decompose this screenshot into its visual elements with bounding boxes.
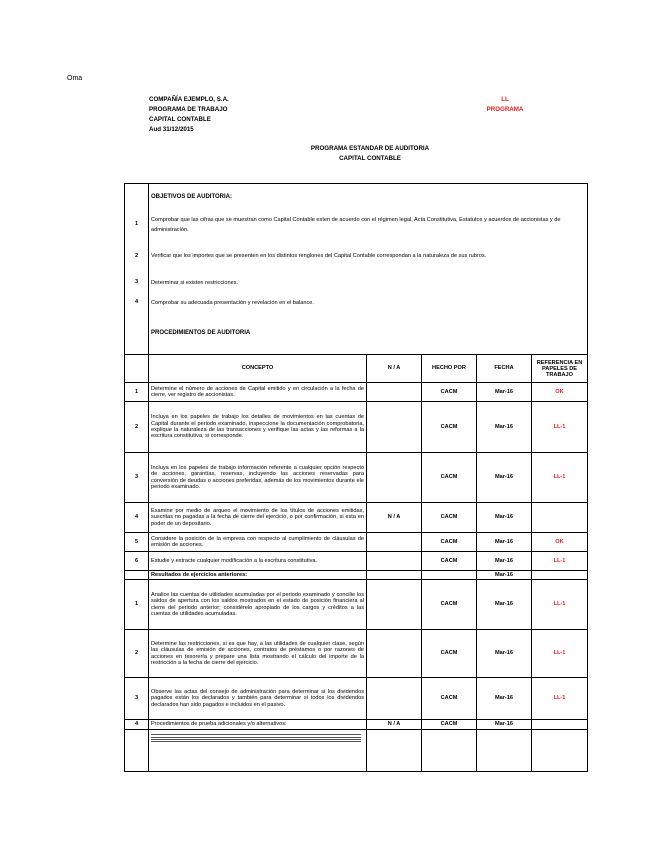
table-row [125, 383, 588, 402]
row-done-by: CACM [422, 580, 477, 630]
row-na: N / A [367, 503, 422, 533]
row-na [367, 533, 422, 552]
row-date: Mar-16 [477, 720, 532, 730]
objective-number: 1 [125, 210, 149, 240]
row-concept: Incluya en los papeles de trabajo los detalles de movimientos en las cuentas de Capital durante el periodo examinado, inspeccione la documentación comprobatoria, explique la naturaleza de las transacciones y verifique las actas y las reformas a la escritura constitutiva, si corresponde. [149, 402, 367, 453]
document-header [149, 95, 229, 135]
row-date: Mar-16 [477, 630, 532, 678]
col-na: N / A [367, 355, 422, 383]
col-concept: CONCEPTO [149, 355, 367, 383]
blank-lines [149, 730, 367, 772]
procedures-heading: PROCEDIMIENTOS DE AUDITORIA [149, 313, 588, 355]
row-concept: Determine el número de acciones de Capital emitido y en circulación a la fecha de cierre, ver registro de accionistas. [149, 383, 367, 402]
row-na [367, 453, 422, 503]
row-number: 1 [125, 383, 149, 402]
objective-text: Determinar si existen restricciones. [149, 273, 588, 293]
row-number: 4 [125, 720, 149, 730]
prior-results-heading-row [125, 571, 588, 580]
row-concept: Observe las actas del consejo de administración para determinar si los dividendos pagados están los declarados y también para determinar si todos los dividendos declarados han sido pagados e incluidos en el pasivo. [149, 678, 367, 720]
row-number: 2 [125, 630, 149, 678]
corner-label: Oma [67, 75, 83, 82]
row-reference: OK [532, 533, 588, 552]
objective-row [125, 293, 588, 313]
row-done-by: CACM [422, 402, 477, 453]
row-reference: LL-1 [532, 402, 588, 453]
row-done-by: CACM [422, 533, 477, 552]
area-label: CAPITAL CONTABLE [149, 116, 211, 123]
row-reference: LL-1 [532, 630, 588, 678]
row-na [367, 580, 422, 630]
objective-number: 4 [125, 293, 149, 313]
row-concept: Examine por medio de arqueo el movimiento de los títulos de acciones emitidas, suscritas no pagadas a la fecha de cierre del ejercicio, o por confirmación, si esta en poder de un depositario. [149, 503, 367, 533]
row-done-by: CACM [422, 383, 477, 402]
row-na: N / A [367, 720, 422, 730]
audit-date: Aud 31/12/2015 [149, 126, 194, 133]
table-row [125, 630, 588, 678]
col-date: FECHA [477, 355, 532, 383]
column-header-row [125, 355, 588, 383]
row-na [367, 552, 422, 571]
table-row [125, 503, 588, 533]
row-reference: LL-1 [532, 552, 588, 571]
row-concept: Considere la posición de la empresa con respecto al cumplimiento de cláusulas de emisión de acciones. [149, 533, 367, 552]
row-number: 5 [125, 533, 149, 552]
objective-text: Comprobar su adecuada presentación y revelación en el balance. [149, 293, 588, 313]
table-row [125, 402, 588, 453]
table-row [125, 533, 588, 552]
page-title [250, 144, 490, 164]
row-concept: Procedimientos de prueba adicionales y/o alternativos: [149, 720, 367, 730]
row-number: 2 [125, 402, 149, 453]
row-date: Mar-16 [477, 678, 532, 720]
row-reference [532, 720, 588, 730]
row-date: Mar-16 [477, 552, 532, 571]
row-done-by: CACM [422, 453, 477, 503]
prior-results-date: Mar-16 [477, 571, 532, 580]
table-row [125, 552, 588, 571]
objective-row [125, 210, 588, 240]
row-number: 6 [125, 552, 149, 571]
row-reference: LL-1 [532, 580, 588, 630]
objective-number: 3 [125, 273, 149, 293]
row-date: Mar-16 [477, 580, 532, 630]
procedures-heading-row [125, 313, 588, 355]
row-reference: OK [532, 383, 588, 402]
row-done-by: CACM [422, 552, 477, 571]
row-concept: Estudie y extracte cualquier modificación a la escritura constitutiva. [149, 552, 367, 571]
row-number: 1 [125, 580, 149, 630]
table-row [125, 720, 588, 730]
row-na [367, 630, 422, 678]
objective-row [125, 240, 588, 273]
row-na [367, 402, 422, 453]
row-date: Mar-16 [477, 533, 532, 552]
row-done-by: CACM [422, 678, 477, 720]
table-row [125, 678, 588, 720]
row-reference: LL-1 [532, 453, 588, 503]
row-reference: LL-1 [532, 678, 588, 720]
row-na [367, 383, 422, 402]
row-done-by: CACM [422, 630, 477, 678]
row-reference [532, 503, 588, 533]
row-concept: Analice las cuentas de utilidades acumuladas por el periodo examinado y concilie los saldos de apertura con los saldos mostrados en el estado de posición financiera al cierre del periodo anterior; considérelo apropiado de los cargos y créditos a las cuentas de utilidades acumuladas. [149, 580, 367, 630]
objectives-heading: OBJETIVOS DE AUDITORIA: [149, 184, 588, 210]
reference-code: LL [501, 96, 509, 103]
program-label: PROGRAMA DE TRABAJO [149, 106, 228, 113]
row-date: Mar-16 [477, 383, 532, 402]
row-done-by: CACM [422, 503, 477, 533]
table-row [125, 580, 588, 630]
row-done-by: CACM [422, 720, 477, 730]
audit-program-table [124, 183, 588, 772]
row-number: 4 [125, 503, 149, 533]
objective-number: 2 [125, 240, 149, 273]
objective-text: Comprobar que las cifras que se muestran como Capital Contable esten de acuerdo con el régimen legal, Acta Constitutiva, Estatutos y acuerdos de accionistas y de administración. [149, 210, 588, 240]
reference-label: PROGRAMA [486, 106, 524, 113]
row-number: 3 [125, 678, 149, 720]
row-na [367, 678, 422, 720]
blank-lines-row [125, 730, 588, 772]
reference-header [480, 95, 530, 115]
row-date: Mar-16 [477, 453, 532, 503]
company-name: COMPAÑÍA EJEMPLO, S.A. [149, 96, 229, 103]
col-done-by: HECHO POR [422, 355, 477, 383]
objectives-heading-row [125, 184, 588, 210]
row-number: 3 [125, 453, 149, 503]
title-line-1: PROGRAMA ESTANDAR DE AUDITORIA [310, 145, 430, 152]
row-concept: Determine las restricciones, si es que hay, a las utilidades de cualquier clase, según las cláusulas de emisión de acciones, contratos de préstamos o por razones de acciones en tesorería y prepare una lista mostrando el cálculo del importe de la restricción a la fecha de cierre del ejercicio. [149, 630, 367, 678]
objective-text: Verificar que los importes que se presenten en los distintos renglones del Capital Contable correspondan a la naturaleza de sus rubros. [149, 240, 588, 273]
title-line-2: CAPITAL CONTABLE [339, 155, 401, 162]
row-concept: Incluya en los papeles de trabajo información referente a cualquier opción respecto de acciones, garantías, reservas, incluyendo las acciones reservadas para conversión de deudas o acciones preferidas, además de los movimientos durante ele periodo examinado. [149, 453, 367, 503]
prior-results-heading: Resultados de ejercicios anteriores: [149, 571, 367, 580]
objective-row [125, 273, 588, 293]
row-date: Mar-16 [477, 402, 532, 453]
col-reference: REFERENCIA EN PAPELES DE TRABAJO [532, 355, 588, 383]
table-row [125, 453, 588, 503]
row-date: Mar-16 [477, 503, 532, 533]
